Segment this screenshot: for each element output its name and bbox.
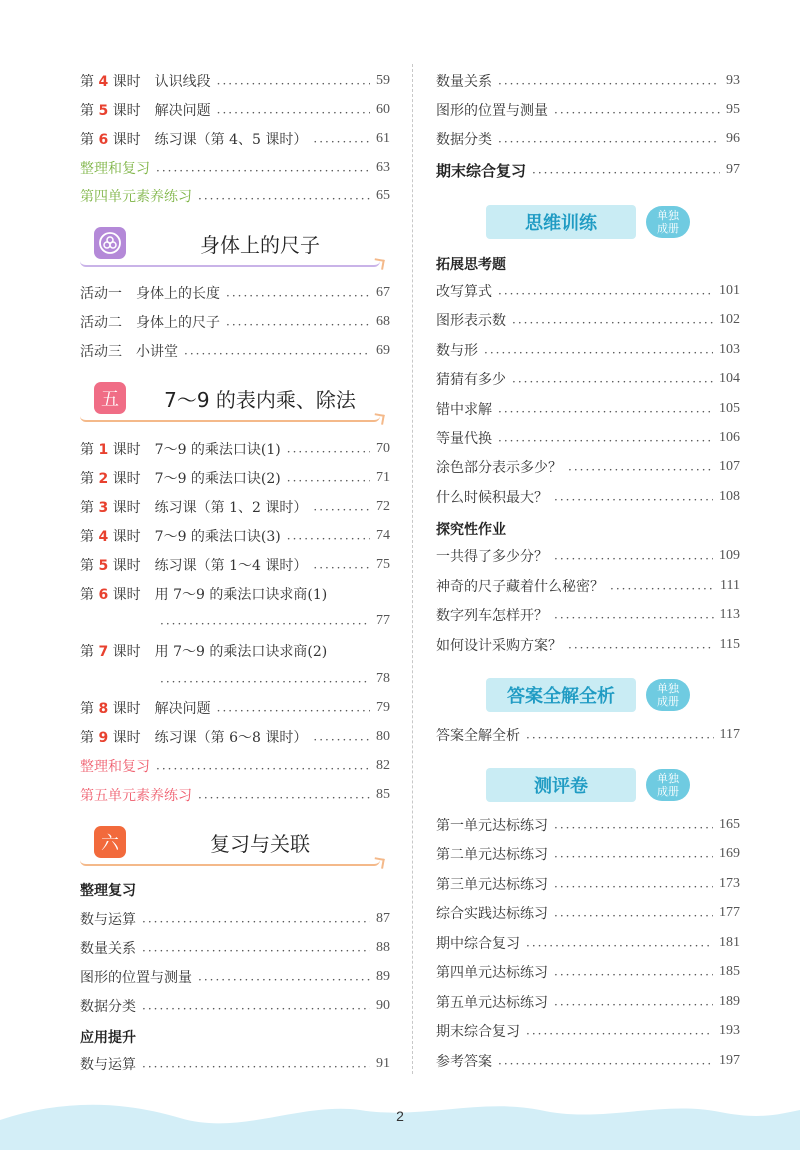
- lesson-label: 第 5 课时: [80, 103, 141, 119]
- toc-title: 第四单元达标练习: [436, 965, 548, 981]
- heading-underline: [80, 416, 380, 422]
- toc-row[interactable]: [436, 932, 740, 954]
- page-ref: 71: [376, 470, 390, 485]
- unit5-heading: [80, 380, 380, 424]
- separate-volume-tag: 单独 成册: [646, 206, 690, 238]
- toc-row[interactable]: [436, 724, 740, 746]
- leader-dots: [313, 560, 370, 574]
- page-ref: 177: [719, 905, 740, 920]
- toc-row[interactable]: [436, 398, 740, 420]
- page-ref: 88: [376, 940, 390, 955]
- toc-title: 综合实践达标练习: [436, 906, 548, 922]
- leader-dots: [142, 1001, 370, 1015]
- toc-title: 什么时候积最大？: [436, 490, 548, 506]
- leader-dots: [554, 908, 713, 922]
- column-divider: [412, 64, 413, 1074]
- page-ref: 96: [726, 131, 740, 146]
- page-ref: 185: [719, 964, 740, 979]
- toc-row-continuation[interactable]: [80, 610, 390, 632]
- page-ref: 60: [376, 102, 390, 117]
- toc-row[interactable]: [80, 128, 390, 150]
- toc-title: 参考答案: [436, 1054, 492, 1070]
- page-ref: 91: [376, 1056, 390, 1071]
- toc-row[interactable]: [436, 545, 740, 567]
- toc-title: 解决问题: [154, 103, 211, 119]
- toc-row[interactable]: [436, 128, 740, 150]
- toc-title: 第五单元达标练习: [436, 995, 548, 1011]
- toc-row[interactable]: [436, 634, 740, 656]
- leader-dots: [156, 761, 370, 775]
- activity-icon: [94, 227, 126, 259]
- toc-row[interactable]: [80, 995, 390, 1017]
- toc-row[interactable]: [436, 961, 740, 983]
- leader-dots: [198, 972, 370, 986]
- toc-row[interactable]: [80, 340, 390, 362]
- toc-title: 解决问题: [154, 701, 211, 717]
- leader-dots: [554, 967, 713, 981]
- toc-row[interactable]: [80, 282, 390, 304]
- leader-dots: [156, 163, 370, 177]
- toc-title: 如何设计采购方案？: [436, 638, 562, 654]
- toc-title: 猜猜有多少: [436, 372, 506, 388]
- toc-row[interactable]: [436, 70, 740, 92]
- heading-pill: 思维训练: [486, 205, 636, 239]
- leader-dots: [142, 1059, 370, 1073]
- leader-dots: [568, 640, 714, 654]
- toc-title: 期末综合复习: [436, 1024, 520, 1040]
- page-ref: 181: [719, 935, 740, 950]
- toc-title: 练习课（第 1～4 课时）: [154, 558, 308, 574]
- toc-row[interactable]: [80, 726, 390, 748]
- toc-row[interactable]: [80, 966, 390, 988]
- heading-underline: [80, 261, 380, 267]
- toc-title: 数与运算: [80, 1057, 136, 1073]
- page-ref: 113: [719, 607, 740, 622]
- lesson-label: 第 5 课时: [80, 558, 141, 574]
- toc-title: 图形的位置与测量: [80, 970, 192, 986]
- toc-row[interactable]: [436, 1050, 740, 1072]
- toc-row[interactable]: [436, 814, 740, 836]
- page-ref: 70: [376, 441, 390, 456]
- leader-dots: [160, 616, 370, 630]
- page-ref: 77: [376, 613, 390, 628]
- page-ref: 82: [376, 758, 390, 773]
- page-ref: 103: [719, 342, 740, 357]
- toc-title: 认识线段: [154, 74, 211, 90]
- toc-row[interactable]: [80, 496, 390, 518]
- page-ref: 111: [720, 578, 740, 593]
- page-ref: 165: [719, 817, 740, 832]
- toc-row-review[interactable]: [80, 755, 390, 777]
- toc-title: 活动三 小讲堂: [80, 344, 178, 360]
- page-ref: 104: [719, 371, 740, 386]
- toc-row-practice[interactable]: [80, 185, 390, 207]
- lesson-label: 第 9 课时: [80, 730, 141, 746]
- toc-title: 期末综合复习: [436, 161, 527, 180]
- page-ref: 67: [376, 285, 390, 300]
- page-ref: 109: [719, 548, 740, 563]
- toc-row[interactable]: [436, 873, 740, 895]
- toc-row[interactable]: [436, 843, 740, 865]
- leader-dots: [313, 732, 370, 746]
- toc-row[interactable]: [436, 456, 740, 478]
- leader-dots: [313, 134, 370, 148]
- subsection-heading: 探究性作业: [436, 522, 506, 538]
- toc-row-final[interactable]: [436, 159, 740, 181]
- toc-row[interactable]: [80, 438, 390, 460]
- page-ref: 117: [719, 727, 740, 742]
- page-ref: 102: [719, 312, 740, 327]
- toc-title: 7～9 的乘法口诀(1): [154, 442, 281, 458]
- toc-title: 答案全解全析: [436, 728, 520, 744]
- page-ref: 74: [376, 528, 390, 543]
- page-ref: 169: [719, 846, 740, 861]
- lesson-label: 第 4 课时: [80, 74, 141, 90]
- toc-row[interactable]: [436, 575, 740, 597]
- leader-dots: [554, 610, 714, 624]
- toc-row[interactable]: [436, 280, 740, 302]
- leader-dots: [160, 674, 370, 688]
- toc-title: 第四单元素养练习: [80, 189, 192, 205]
- toc-title: 整理和复习: [80, 161, 150, 177]
- leader-dots: [498, 1056, 713, 1070]
- toc-title: 涂色部分表示多少？: [436, 460, 562, 476]
- toc-row[interactable]: [80, 937, 390, 959]
- toc-row[interactable]: [436, 99, 740, 121]
- unit6-heading: [80, 824, 380, 868]
- heading-pill: 测评卷: [486, 768, 636, 802]
- toc-row[interactable]: [80, 583, 390, 605]
- lesson-label: 第 7 课时: [80, 644, 141, 660]
- leader-dots: [313, 502, 370, 516]
- page-ref: 90: [376, 998, 390, 1013]
- toc-title: 数与运算: [80, 912, 136, 928]
- leader-dots: [554, 492, 713, 506]
- leader-dots: [287, 473, 370, 487]
- toc-title: 练习课（第 1、2 课时）: [154, 500, 308, 516]
- heading-pill: 答案全解全析: [486, 678, 636, 712]
- subsection-heading: 拓展思考题: [436, 257, 506, 273]
- toc-row[interactable]: [436, 368, 740, 390]
- toc-row[interactable]: [80, 908, 390, 930]
- heading-title: 7～9 的表内乘、除法: [164, 388, 356, 412]
- activity-heading: [80, 225, 380, 269]
- toc-row[interactable]: [80, 99, 390, 121]
- leader-dots: [554, 997, 713, 1011]
- toc-row[interactable]: [80, 1053, 390, 1075]
- toc-title: 用 7～9 的乘法口诀求商(1): [154, 587, 328, 603]
- section-heading-tests: [486, 768, 696, 804]
- lesson-label: 第 4 课时: [80, 529, 141, 545]
- lesson-label: 第 6 课时: [80, 587, 141, 603]
- leader-dots: [554, 849, 713, 863]
- page-ref: 97: [726, 162, 740, 177]
- page-ref: 115: [719, 637, 740, 652]
- toc-row[interactable]: [80, 697, 390, 719]
- toc-row[interactable]: [436, 427, 740, 449]
- leader-dots: [287, 531, 370, 545]
- heading-title: 身体上的尺子: [200, 233, 320, 257]
- lesson-label: 第 3 课时: [80, 500, 141, 516]
- leader-dots: [142, 914, 370, 928]
- toc-row[interactable]: [436, 902, 740, 924]
- page-ref: 79: [376, 700, 390, 715]
- leader-dots: [526, 938, 713, 952]
- toc-title: 数量关系: [436, 74, 492, 90]
- toc-title: 一共得了多少分？: [436, 549, 548, 565]
- toc-row[interactable]: [80, 640, 390, 662]
- leader-dots: [512, 374, 713, 388]
- toc-row[interactable]: [436, 309, 740, 331]
- leader-dots: [568, 462, 713, 476]
- page-ref: 80: [376, 729, 390, 744]
- page-ref: 95: [726, 102, 740, 117]
- toc-title: 整理和复习: [80, 759, 150, 775]
- page-ref: 85: [376, 787, 390, 802]
- toc-title: 活动二 身体上的尺子: [80, 315, 220, 331]
- leader-dots: [526, 730, 714, 744]
- leader-dots: [287, 444, 370, 458]
- lesson-label: 第 1 课时: [80, 442, 141, 458]
- page-ref: 59: [376, 73, 390, 88]
- separate-volume-tag: 单独 成册: [646, 679, 690, 711]
- page-ref: 75: [376, 557, 390, 572]
- toc-row[interactable]: [436, 339, 740, 361]
- toc-title: 第五单元素养练习: [80, 788, 192, 804]
- page-ref: 69: [376, 343, 390, 358]
- page-ref: 189: [719, 994, 740, 1009]
- toc-row[interactable]: [436, 1020, 740, 1042]
- toc-title: 数与形: [436, 343, 478, 359]
- heading-underline: [80, 860, 380, 866]
- toc-title: 练习课（第 6～8 课时）: [154, 730, 308, 746]
- toc-title: 改写算式: [436, 284, 492, 300]
- leader-dots: [498, 286, 713, 300]
- toc-title: 图形表示数: [436, 313, 506, 329]
- page-ref: 101: [719, 283, 740, 298]
- page-ref: 68: [376, 314, 390, 329]
- leader-dots: [198, 191, 370, 205]
- section-heading-answers: [486, 678, 696, 714]
- toc-row[interactable]: [80, 554, 390, 576]
- leader-dots: [226, 288, 370, 302]
- toc-title: 错中求解: [436, 402, 492, 418]
- leader-dots: [217, 76, 370, 90]
- page-number: 2: [396, 1108, 404, 1124]
- page-ref: 78: [376, 671, 390, 686]
- toc-title: 图形的位置与测量: [436, 103, 548, 119]
- page-ref: 93: [726, 73, 740, 88]
- lesson-label: 第 6 课时: [80, 132, 141, 148]
- page-ref: 63: [376, 160, 390, 175]
- leader-dots: [498, 76, 720, 90]
- leader-dots: [554, 551, 713, 565]
- leader-dots: [554, 879, 713, 893]
- leader-dots: [217, 703, 370, 717]
- toc-title: 等量代换: [436, 431, 492, 447]
- lesson-label: 第 2 课时: [80, 471, 141, 487]
- page-ref: 105: [719, 401, 740, 416]
- separate-volume-tag: 单独 成册: [646, 769, 690, 801]
- toc-title: 活动一 身体上的长度: [80, 286, 220, 302]
- toc-row[interactable]: [436, 991, 740, 1013]
- toc-row-continuation[interactable]: [80, 668, 390, 690]
- toc-title: 期中综合复习: [436, 936, 520, 952]
- toc-row[interactable]: [80, 467, 390, 489]
- toc-row-review[interactable]: [80, 157, 390, 179]
- toc-row[interactable]: [80, 525, 390, 547]
- toc-title: 练习课（第 4、5 课时）: [154, 132, 308, 148]
- toc-title: 数字列车怎样开？: [436, 608, 548, 624]
- page-ref: 65: [376, 188, 390, 203]
- leader-dots: [498, 134, 720, 148]
- leader-dots: [554, 105, 720, 119]
- subsection-heading: 整理复习: [80, 883, 136, 899]
- leader-dots: [226, 317, 370, 331]
- leader-dots: [512, 315, 713, 329]
- leader-dots: [184, 346, 370, 360]
- toc-title: 数据分类: [80, 999, 136, 1015]
- leader-dots: [610, 581, 714, 595]
- page-ref: 173: [719, 876, 740, 891]
- unit-badge: 六: [94, 826, 126, 858]
- leader-dots: [217, 105, 370, 119]
- subsection-heading: 应用提升: [80, 1030, 136, 1046]
- toc-row[interactable]: [80, 70, 390, 92]
- page-ref: 108: [719, 489, 740, 504]
- leader-dots: [526, 1026, 713, 1040]
- toc-title: 7～9 的乘法口诀(2): [154, 471, 281, 487]
- page-ref: 106: [719, 430, 740, 445]
- leader-dots: [532, 165, 720, 179]
- toc-title: 第一单元达标练习: [436, 818, 548, 834]
- leader-dots: [554, 820, 713, 834]
- toc-title: 数量关系: [80, 941, 136, 957]
- heading-title: 复习与关联: [210, 832, 310, 856]
- leader-dots: [142, 943, 370, 957]
- toc-row-practice[interactable]: [80, 784, 390, 806]
- unit-badge: 五: [94, 382, 126, 414]
- page-ref: 197: [719, 1053, 740, 1068]
- toc-row[interactable]: [80, 311, 390, 333]
- leader-dots: [498, 433, 713, 447]
- toc-title: 神奇的尺子藏着什么秘密？: [436, 579, 604, 595]
- page-ref: 72: [376, 499, 390, 514]
- toc-title: 数据分类: [436, 132, 492, 148]
- leader-dots: [484, 345, 713, 359]
- toc-title: 第三单元达标练习: [436, 877, 548, 893]
- toc-title: 7～9 的乘法口诀(3): [154, 529, 281, 545]
- toc-title: 用 7～9 的乘法口诀求商(2): [154, 644, 328, 660]
- leader-dots: [198, 790, 370, 804]
- lesson-label: 第 8 课时: [80, 701, 141, 717]
- page-ref: 107: [719, 459, 740, 474]
- leader-dots: [498, 404, 713, 418]
- page-ref: 89: [376, 969, 390, 984]
- page-ref: 61: [376, 131, 390, 146]
- toc-title: 第二单元达标练习: [436, 847, 548, 863]
- section-heading-thinking: [486, 205, 696, 241]
- page-ref: 87: [376, 911, 390, 926]
- toc-row[interactable]: [436, 486, 740, 508]
- toc-row[interactable]: [436, 604, 740, 626]
- page-ref: 193: [719, 1023, 740, 1038]
